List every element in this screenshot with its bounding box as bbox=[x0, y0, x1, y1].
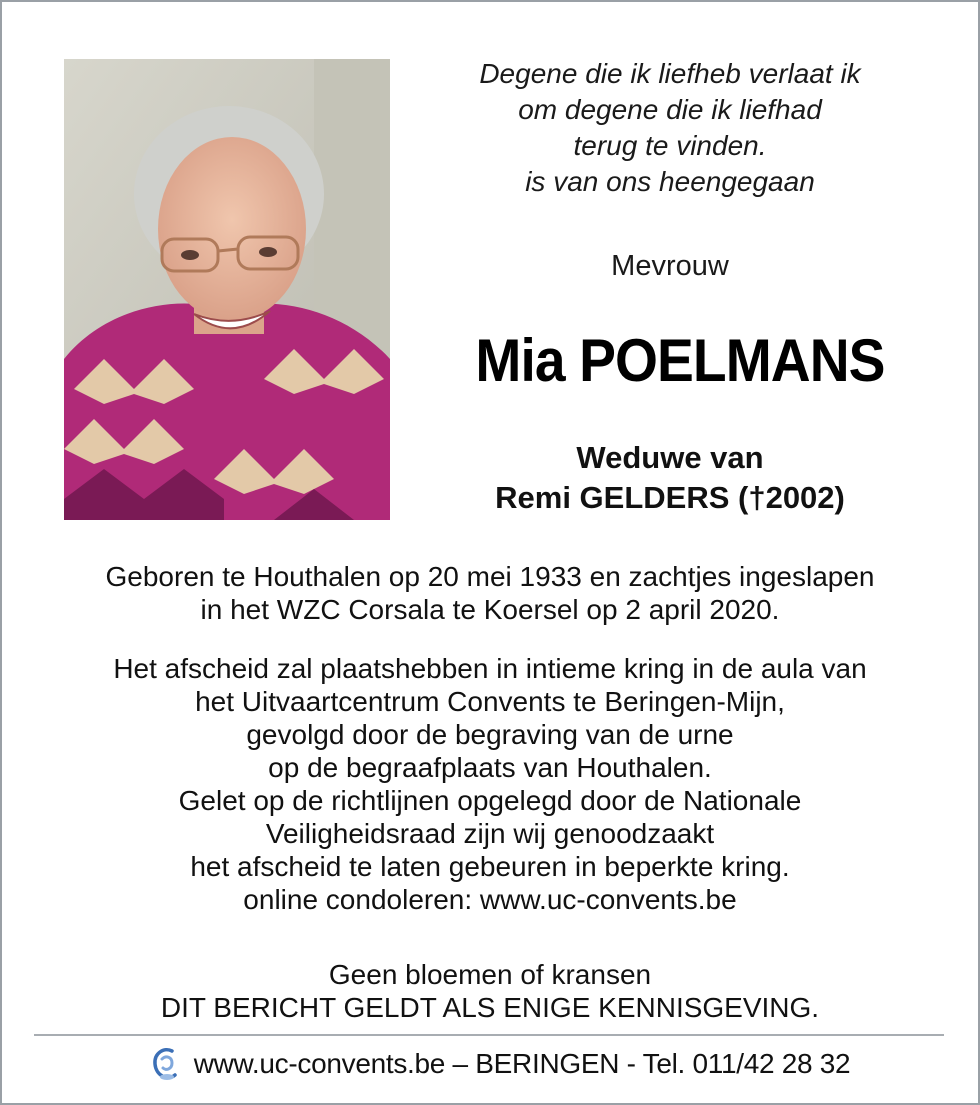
spouse-name: Remi GELDERS (†2002) bbox=[495, 480, 845, 515]
text-line: het Uitvaartcentrum Convents te Beringen-Mijn, bbox=[195, 686, 785, 717]
text-line: DIT BERICHT GELDT ALS ENIGE KENNISGEVING. bbox=[160, 992, 820, 1023]
text-line: in het WZC Corsala te Koersel op 2 april 2020. bbox=[200, 594, 780, 625]
portrait-photo bbox=[64, 59, 390, 520]
closing-text bbox=[30, 958, 950, 1024]
poem-line: terug te vinden. bbox=[573, 130, 767, 161]
text-line: het afscheid te laten gebeuren in beperkte kring. bbox=[190, 851, 790, 882]
deceased-name: Mia POELMANS bbox=[475, 327, 885, 394]
text-line: Het afscheid zal plaatshebben in intieme kring in de aula van bbox=[113, 653, 867, 684]
text-line: gevolgd door de begraving van de urne bbox=[246, 719, 734, 750]
poem-line: om degene die ik liefhad bbox=[518, 94, 822, 125]
honorific-title: Mevrouw bbox=[611, 250, 729, 282]
poem-line: is van ons heengegaan bbox=[525, 166, 815, 197]
text-line: Geboren te Houthalen op 20 mei 1933 en zachtjes ingeslapen bbox=[105, 561, 875, 592]
widow-info bbox=[420, 438, 920, 518]
poem-line: Degene die ik liefheb verlaat ik bbox=[479, 58, 861, 89]
memorial-poem bbox=[420, 56, 920, 200]
text-line: Geen bloemen of kransen bbox=[328, 959, 652, 990]
text-line: online condoleren: www.uc-convents.be bbox=[243, 884, 737, 915]
uc-convents-logo-icon bbox=[150, 1045, 180, 1083]
widow-label: Weduwe van bbox=[576, 440, 764, 475]
footer-divider bbox=[34, 1034, 944, 1036]
footer-contact-text: www.uc-convents.be – BERINGEN - Tel. 011/42 28 32 bbox=[193, 1048, 851, 1079]
footer bbox=[100, 1040, 900, 1088]
farewell-text bbox=[30, 652, 950, 916]
text-line: Veiligheidsraad zijn wij genoodzaakt bbox=[265, 818, 715, 849]
text-line: op de begraafplaats van Houthalen. bbox=[268, 752, 712, 783]
birth-death-text bbox=[30, 560, 950, 626]
text-line: Gelet op de richtlijnen opgelegd door de Nationale bbox=[178, 785, 802, 816]
